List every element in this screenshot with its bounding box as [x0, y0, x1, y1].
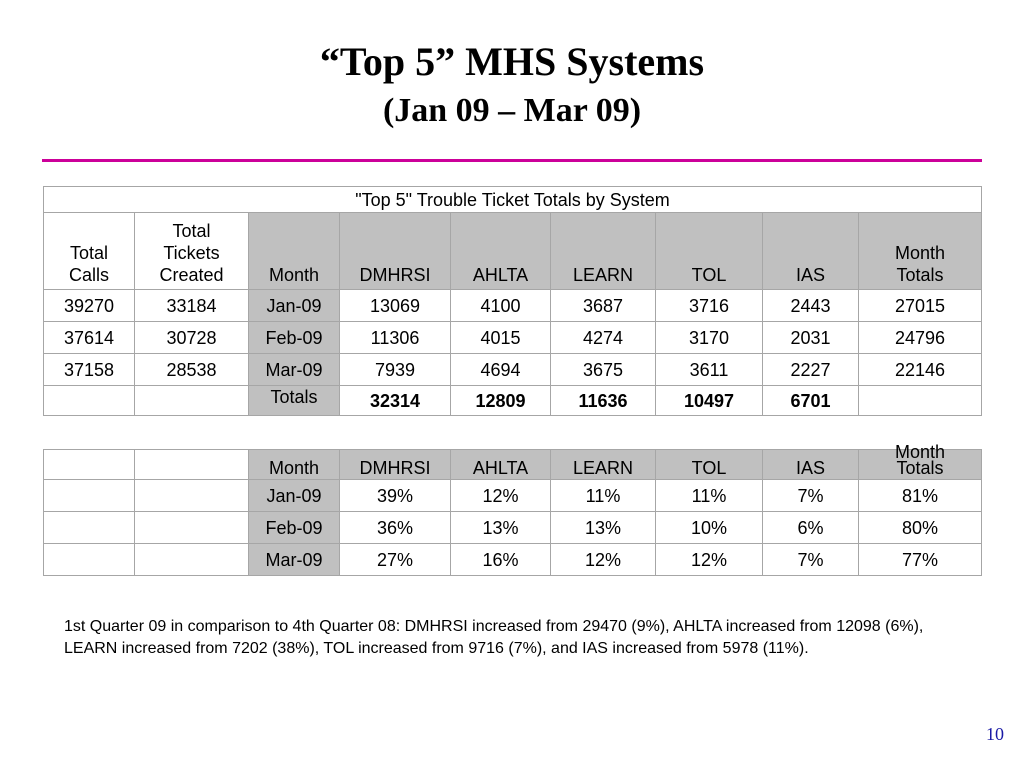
cell: 6%	[763, 512, 859, 544]
header-ias: IAS	[763, 213, 859, 290]
cell: 2443	[763, 290, 859, 322]
title-divider	[42, 159, 982, 162]
cell: 11306	[340, 322, 451, 354]
cell: 37614	[44, 322, 135, 354]
cell	[44, 480, 135, 512]
cell: 77%	[859, 544, 982, 576]
total-dmhrsi: 32314	[340, 386, 451, 416]
header-learn: LEARN	[551, 450, 656, 480]
total-tol: 10497	[656, 386, 763, 416]
cell: 10%	[656, 512, 763, 544]
cell: 39%	[340, 480, 451, 512]
slide-subtitle: (Jan 09 – Mar 09)	[382, 92, 642, 129]
cell: 4274	[551, 322, 656, 354]
header-ahlta: AHLTA	[451, 450, 551, 480]
totals-row	[44, 386, 982, 416]
cell	[44, 544, 135, 576]
cell: 2031	[763, 322, 859, 354]
cell	[135, 386, 249, 416]
header-blank	[44, 450, 135, 480]
header-total-calls	[44, 213, 135, 290]
header-tol: TOL	[656, 450, 763, 480]
cell: 11%	[656, 480, 763, 512]
cell: 81%	[859, 480, 982, 512]
cell: 4694	[451, 354, 551, 386]
header-total-tickets-created	[135, 213, 249, 290]
header-total-tickets-created-text: Total Tickets Created	[159, 221, 224, 285]
header-blank	[135, 450, 249, 480]
cell: 22146	[859, 354, 982, 386]
header-totals: Totals	[896, 458, 944, 478]
cell: 3716	[656, 290, 763, 322]
header-month-totals	[859, 213, 982, 290]
header-tol: TOL	[656, 213, 763, 290]
cell-month: Feb-09	[249, 512, 340, 544]
cell: 16%	[451, 544, 551, 576]
totals-label: Totals	[249, 386, 340, 416]
header-dmhrsi: DMHRSI	[340, 450, 451, 480]
cell: 27%	[340, 544, 451, 576]
cell: 13%	[551, 512, 656, 544]
cell: 3170	[656, 322, 763, 354]
cell	[135, 512, 249, 544]
cell: 30728	[135, 322, 249, 354]
slide-title: “Top 5” MHS Systems	[319, 39, 705, 84]
cell	[859, 386, 982, 416]
table-row	[44, 354, 982, 386]
cell-month: Mar-09	[249, 354, 340, 386]
cell: 13%	[451, 512, 551, 544]
cell: 80%	[859, 512, 982, 544]
comparison-note: 1st Quarter 09 in comparison to 4th Quarter 08: DMHRSI increased from 29470 (9%), AHLTA increased from 12098 (6%), LEARN increased from 7202 (38%), TOL increased from 9716 (7%), and IAS increased from 5978 (11%).	[64, 618, 924, 657]
cell: 12%	[551, 544, 656, 576]
cell: 3611	[656, 354, 763, 386]
cell	[135, 544, 249, 576]
header-month-clipped: Month	[894, 442, 946, 462]
cell: 36%	[340, 512, 451, 544]
cell: 39270	[44, 290, 135, 322]
cell: 7%	[763, 480, 859, 512]
cell: 33184	[135, 290, 249, 322]
cell: 28538	[135, 354, 249, 386]
cell-month: Jan-09	[249, 480, 340, 512]
cell: 3687	[551, 290, 656, 322]
table-row	[44, 480, 982, 512]
table-caption: "Top 5" Trouble Ticket Totals by System	[44, 187, 982, 213]
cell-month: Mar-09	[249, 544, 340, 576]
header-month: Month	[249, 450, 340, 480]
total-ias: 6701	[763, 386, 859, 416]
cell: 12%	[451, 480, 551, 512]
percentage-table	[43, 442, 982, 576]
header-learn: LEARN	[551, 213, 656, 290]
cell: 27015	[859, 290, 982, 322]
header-total-calls-l1: Total Calls	[68, 243, 109, 285]
cell: 37158	[44, 354, 135, 386]
cell	[44, 512, 135, 544]
header-month-totals-wrap	[859, 442, 981, 479]
total-learn: 11636	[551, 386, 656, 416]
cell: 2227	[763, 354, 859, 386]
header-ahlta: AHLTA	[451, 213, 551, 290]
table-row	[44, 512, 982, 544]
header-month: Month	[249, 213, 340, 290]
cell: 7939	[340, 354, 451, 386]
table-row	[44, 290, 982, 322]
cell: 4100	[451, 290, 551, 322]
page-number: 10	[986, 724, 1004, 744]
cell: 24796	[859, 322, 982, 354]
cell: 4015	[451, 322, 551, 354]
cell	[44, 386, 135, 416]
cell: 13069	[340, 290, 451, 322]
total-ahlta: 12809	[451, 386, 551, 416]
cell-month: Jan-09	[249, 290, 340, 322]
cell	[135, 480, 249, 512]
header-month-totals-text: Month Totals	[895, 243, 946, 285]
header-dmhrsi: DMHRSI	[340, 213, 451, 290]
ticket-totals-table	[43, 186, 982, 416]
cell: 11%	[551, 480, 656, 512]
header-ias: IAS	[763, 450, 859, 480]
table-row	[44, 322, 982, 354]
header-month-totals	[859, 442, 982, 480]
cell: 3675	[551, 354, 656, 386]
cell-month: Feb-09	[249, 322, 340, 354]
table-row	[44, 544, 982, 576]
cell: 7%	[763, 544, 859, 576]
cell: 12%	[656, 544, 763, 576]
